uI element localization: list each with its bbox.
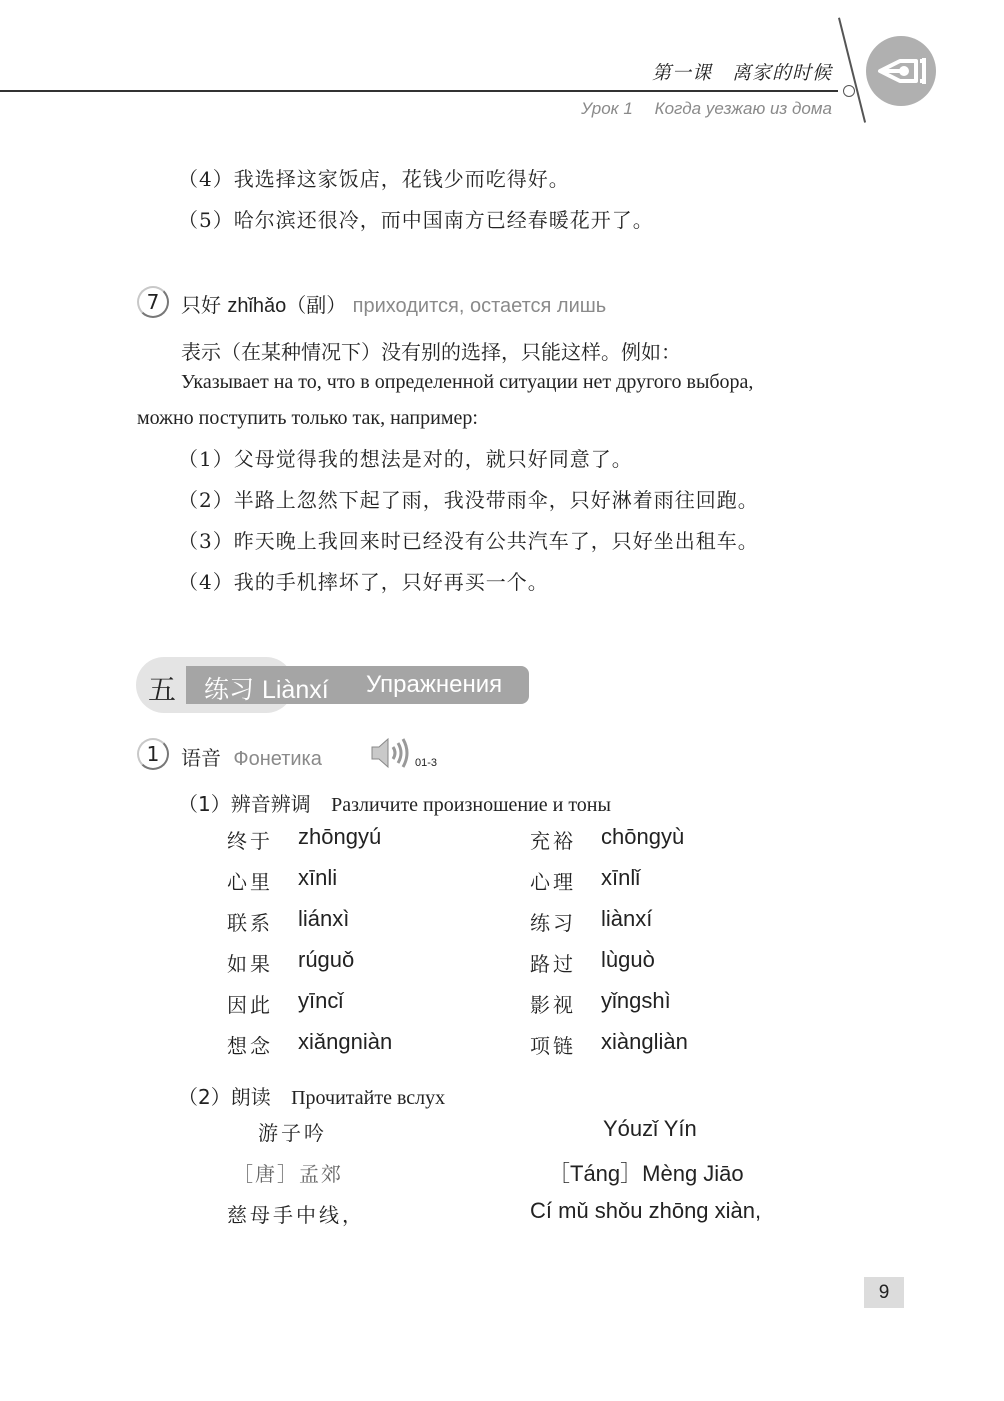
pair-word-pinyin: zhōngyú: [298, 824, 382, 849]
explanation-ru-line1: Указывает на то, что в определенной ситуации нет другого выбора,: [181, 371, 754, 393]
exercise-heading: [181, 742, 322, 771]
section-title-pinyin: Liànxí: [261, 676, 329, 704]
pair-word-pinyin: rúguǒ: [298, 947, 355, 972]
section-title: [204, 670, 329, 706]
part1-label: [178, 788, 611, 817]
exercise-title-zh: 语音: [181, 746, 221, 770]
poem-author-pinyin: ［Táng］Mèng Jiāo: [548, 1161, 744, 1186]
example-line: （5）哈尔滨还很冷，而中国南方已经春暖花开了。: [178, 208, 654, 232]
exercise-title-ru: Фонетика: [233, 748, 322, 770]
grammar-pos: （副）: [286, 293, 347, 317]
grammar-word: 只好: [181, 293, 221, 317]
section-title-ru: Упражнения: [366, 671, 503, 698]
header-divider: [838, 18, 866, 123]
pair-word-zh: 练习: [530, 911, 576, 935]
speaker-icon[interactable]: [370, 736, 412, 770]
pair-word-zh: 心里: [227, 870, 273, 894]
pair-word-pinyin: yīncǐ: [298, 988, 344, 1013]
pair-word-zh: 影视: [530, 993, 576, 1017]
pair-word-pinyin: xīnlǐ: [601, 865, 641, 890]
pair-word-pinyin: liànxí: [601, 906, 653, 931]
audio-track-code: 01-3: [415, 757, 438, 769]
pen-nib-icon: [866, 36, 936, 106]
section-number: 五: [148, 673, 177, 706]
pair-word-zh: 如果: [227, 952, 273, 976]
explanation-ru-line2: можно поступить только так, например:: [137, 407, 478, 429]
pair-word-zh: 路过: [530, 952, 576, 976]
pair-word-pinyin: xīnli: [298, 865, 338, 890]
page-number: 9: [864, 1277, 904, 1308]
pair-word-zh: 想念: [227, 1034, 273, 1058]
explanation-zh: 表示（在某种情况下）没有别的选择，只能这样。例如：: [181, 340, 681, 364]
exercise-number-badge: 1: [137, 738, 169, 770]
grammar-meaning-ru: приходится, остается лишь: [352, 295, 607, 317]
section-title-zh: 练习: [204, 675, 255, 704]
pair-word-pinyin: xiǎngniàn: [298, 1029, 393, 1054]
header-rule: [0, 90, 838, 92]
part2-label-zh: （2）朗读: [178, 1085, 271, 1109]
part2-label: [178, 1081, 445, 1110]
pair-word-zh: 充裕: [530, 829, 576, 853]
example-line: （4）我的手机摔坏了，只好再买一个。: [178, 570, 549, 594]
poem-author-zh: ［唐］孟郊: [233, 1162, 343, 1186]
example-line: （2）半路上忽然下起了雨，我没带雨伞，只好淋着雨往回跑。: [178, 488, 759, 512]
pen-nib-logo: [866, 36, 936, 106]
pair-word-zh: 联系: [227, 911, 273, 935]
pair-word-pinyin: liánxì: [298, 906, 350, 931]
poem-line-pinyin: Cí mǔ shǒu zhōng xiàn,: [530, 1198, 762, 1223]
part2-label-ru: Прочитайте вслух: [291, 1087, 446, 1109]
example-line: （3）昨天晚上我回来时已经没有公共汽车了，只好坐出租车。: [178, 529, 759, 553]
audio-speaker-icon[interactable]: [370, 736, 412, 774]
grammar-pinyin: zhǐhǎo: [227, 295, 287, 317]
pair-word-zh: 项链: [530, 1034, 576, 1058]
part1-label-ru: Различите произношение и тоны: [331, 794, 611, 816]
pair-word-pinyin: yǐngshì: [601, 988, 671, 1013]
poem-title-pinyin: Yóuzǐ Yín: [603, 1116, 697, 1141]
pair-word-zh: 心理: [530, 870, 576, 894]
header-lesson-ru: Урок 1 Когда уезжаю из дома: [581, 99, 832, 118]
pair-word-pinyin: chōngyù: [601, 824, 685, 849]
header-lesson-zh: 第一课 离家的时候: [651, 62, 832, 84]
example-line: （1）父母觉得我的想法是对的，就只好同意了。: [178, 447, 633, 471]
poem-title-zh: 游子吟: [258, 1121, 327, 1145]
grammar-item-heading: [181, 289, 606, 318]
header-ring: [843, 85, 855, 97]
poem-line-zh: 慈母手中线，: [227, 1203, 365, 1227]
pair-word-zh: 因此: [227, 993, 273, 1017]
example-line: （4）我选择这家饭店，花钱少而吃得好。: [178, 167, 570, 191]
part1-label-zh: （1）辨音辨调: [178, 792, 311, 816]
pair-word-pinyin: lùguò: [601, 947, 655, 972]
item-number-badge: 7: [137, 286, 169, 318]
pair-word-zh: 终于: [227, 829, 273, 853]
pair-word-pinyin: xiàngliàn: [601, 1029, 688, 1054]
